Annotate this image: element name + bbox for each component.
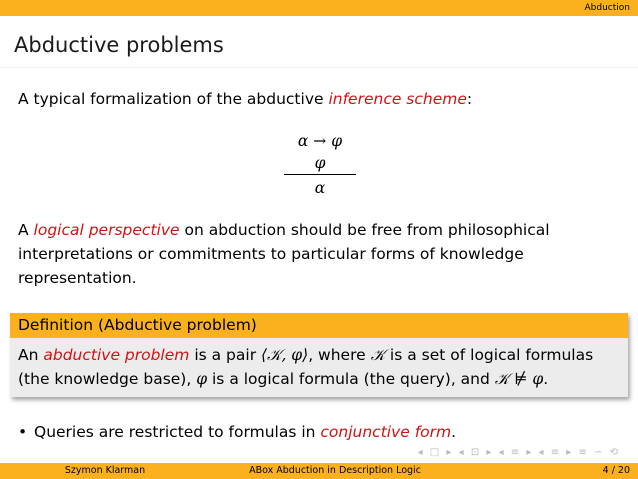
definition-title: Definition (Abductive problem) bbox=[10, 313, 628, 338]
def-text: , where bbox=[308, 346, 371, 364]
def-text: is a pair bbox=[189, 346, 261, 364]
not-entails-formula: 𝒦 ⊭ φ bbox=[494, 370, 544, 388]
conjunctive-form-term: conjunctive form bbox=[320, 423, 452, 441]
def-text: is a logical formula (the query), and bbox=[207, 370, 495, 388]
def-text: An bbox=[18, 346, 44, 364]
frame-title: Abductive problems bbox=[14, 33, 224, 57]
scheme-premise-phi: φ bbox=[314, 154, 326, 172]
bullet-period: . bbox=[451, 423, 457, 441]
perspective-paragraph bbox=[18, 218, 622, 290]
inference-scheme bbox=[270, 130, 370, 199]
def-period: . bbox=[543, 370, 549, 388]
perspective-text-start: A bbox=[18, 221, 34, 239]
abductive-problem-term: abductive problem bbox=[43, 346, 190, 364]
footer-title: ABox Abduction in Description Logic bbox=[249, 465, 421, 476]
frame-title-bar bbox=[0, 16, 638, 68]
pair-formula: ⟨𝒦, φ⟩ bbox=[261, 346, 309, 364]
bullet-icon: • bbox=[18, 423, 28, 441]
bullet-text: Queries are restricted to formulas in bbox=[34, 423, 321, 441]
headline-bar bbox=[0, 0, 638, 16]
inference-scheme-term: inference scheme bbox=[328, 90, 467, 108]
list-item bbox=[18, 421, 622, 443]
kb-symbol: 𝒦 bbox=[370, 346, 385, 364]
intro-colon: : bbox=[466, 90, 473, 108]
intro-text: A typical formalization of the abductive bbox=[18, 90, 329, 108]
intro-paragraph bbox=[18, 88, 622, 110]
definition-body bbox=[10, 338, 628, 397]
scheme-premise-implication: α → φ bbox=[297, 132, 343, 150]
navigation-symbols[interactable]: ◂ □ ▸ ◂ ⊡ ▸ ◂ ≡ ▸ ◂ ≡ ▸ ≡ ∽ ⟲ bbox=[417, 447, 620, 458]
footer-page-number: 4 / 20 bbox=[602, 465, 630, 476]
section-name[interactable]: Abduction bbox=[584, 3, 630, 13]
footer-bar bbox=[0, 463, 638, 479]
def-text: is a set of logical formulas (the knowledge base), bbox=[18, 346, 594, 388]
perspective-text-rest: on abduction should be free from philosophical interpretations or commitments to particular forms of knowledge representation. bbox=[18, 221, 550, 287]
scheme-conclusion: α bbox=[314, 179, 326, 197]
inference-line bbox=[284, 174, 356, 175]
logical-perspective-term: logical perspective bbox=[33, 221, 180, 239]
query-symbol: φ bbox=[196, 370, 208, 388]
definition-block bbox=[10, 313, 628, 397]
footer-author: Szymon Klarman bbox=[64, 465, 146, 476]
